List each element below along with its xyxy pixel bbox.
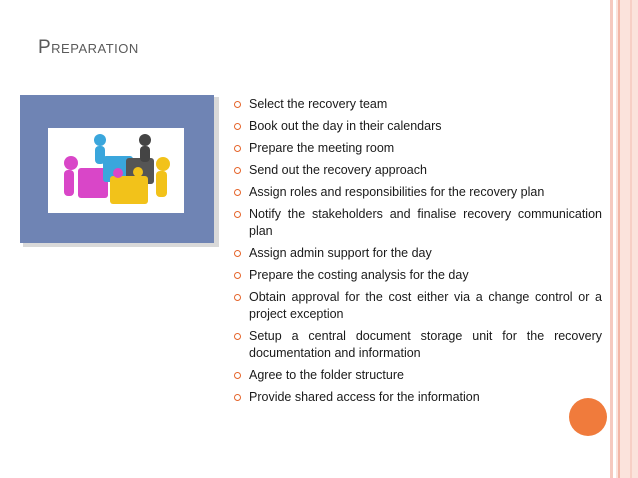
decorative-circle [569, 398, 607, 436]
bullet-icon [234, 372, 241, 379]
list-item: Prepare the costing analysis for the day [234, 267, 602, 284]
decorative-stripe [630, 0, 632, 478]
bullet-icon [234, 294, 241, 301]
list-item: Agree to the folder structure [234, 367, 602, 384]
bullet-icon [234, 272, 241, 279]
bullet-icon [234, 333, 241, 340]
decorative-stripe [610, 0, 613, 478]
list-item: Book out the day in their calendars [234, 118, 602, 135]
list-item: Obtain approval for the cost either via a change control or a project exception [234, 289, 602, 323]
decorative-stripe [618, 0, 620, 478]
list-item: Prepare the meeting room [234, 140, 602, 157]
list-item: Assign admin support for the day [234, 245, 602, 262]
bullet-icon [234, 145, 241, 152]
list-item: Select the recovery team [234, 96, 602, 113]
bullet-icon [234, 394, 241, 401]
bullet-list [234, 96, 602, 411]
bullet-icon [234, 250, 241, 257]
list-item: Notify the stakeholders and finalise recovery communication plan [234, 206, 602, 240]
list-item: Assign roles and responsibilities for the recovery plan [234, 184, 602, 201]
bullet-icon [234, 189, 241, 196]
bullet-icon [234, 101, 241, 108]
bullet-icon [234, 123, 241, 130]
puzzle-people-icon [48, 128, 184, 213]
list-item: Send out the recovery approach [234, 162, 602, 179]
list-item: Setup a central document storage unit for the recovery documentation and information [234, 328, 602, 362]
slide-title: Preparation [38, 37, 139, 58]
list-item: Provide shared access for the information [234, 389, 602, 406]
bullet-icon [234, 211, 241, 218]
bullet-icon [234, 167, 241, 174]
